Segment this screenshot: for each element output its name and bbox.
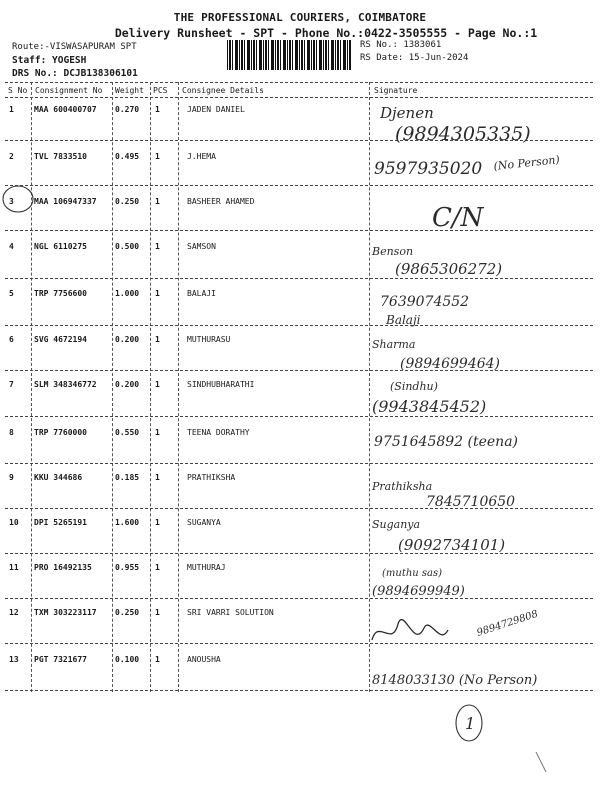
weight-cell: 0.200 — [115, 335, 140, 344]
consignment-cell: TRP 7760000 — [34, 428, 87, 437]
consignment-cell: TRP 7756600 — [34, 289, 87, 298]
consignee-cell: SRI VARRI SOLUTION — [187, 608, 274, 617]
pcs-cell: 1 — [155, 289, 160, 298]
consignee-cell: JADEN DANIEL — [187, 105, 245, 114]
staff-label: Staff: YOGESH — [12, 55, 87, 66]
pcs-cell: 1 — [155, 242, 160, 251]
consignee-cell: ANOUSHA — [187, 655, 221, 664]
stray-pen-mark — [536, 752, 546, 772]
pcs-cell: 1 — [155, 335, 160, 344]
scribbled-signature — [372, 620, 448, 640]
sno-cell: 5 — [9, 289, 14, 298]
rs-date: RS Date: 15-Jun-2024 — [360, 53, 469, 63]
pcs-cell: 1 — [155, 473, 160, 482]
consignee-cell: SUGANYA — [187, 518, 221, 527]
pcs-cell: 1 — [155, 197, 160, 206]
handwritten-name: Suganya — [372, 518, 421, 531]
handwritten-phone: 7639074552 — [380, 294, 470, 310]
weight-cell: 0.100 — [115, 655, 140, 664]
consignment-cell: MAA 106947337 — [34, 197, 97, 206]
weight-cell: 1.600 — [115, 518, 140, 527]
consignee-cell: SAMSON — [187, 242, 216, 251]
weight-cell: 0.200 — [115, 380, 140, 389]
col-header-sno: S No — [8, 86, 28, 95]
sno-cell: 9 — [9, 473, 14, 482]
handwritten-note: C/N — [432, 203, 484, 233]
weight-cell: 0.495 — [115, 152, 140, 161]
consignment-cell: TVL 7833510 — [34, 152, 87, 161]
weight-cell: 0.500 — [115, 242, 140, 251]
handwritten-phone: (9894699949) — [372, 584, 465, 599]
weight-cell: 0.955 — [115, 563, 140, 572]
weight-cell: 0.270 — [115, 105, 140, 114]
handwritten-phone: 8148033130 (No Person) — [372, 673, 538, 688]
consignment-cell: TXM 303223117 — [34, 608, 97, 617]
page-count-handwritten: 1 — [465, 714, 476, 733]
sno-cell: 13 — [9, 655, 19, 664]
consignment-cell: SVG 4672194 — [34, 335, 87, 344]
sno-cell: 10 — [9, 518, 19, 527]
sno-cell: 4 — [9, 242, 14, 251]
sno-cell: 7 — [9, 380, 14, 389]
consignee-cell: PRATHIKSHA — [187, 473, 236, 482]
weight-cell: 1.000 — [115, 289, 140, 298]
pcs-cell: 1 — [155, 655, 160, 664]
sno-cell: 6 — [9, 335, 14, 344]
consignment-cell: DPI 5265191 — [34, 518, 87, 527]
pcs-cell: 1 — [155, 518, 160, 527]
drs-number: DRS No.: DCJB138306101 — [12, 68, 138, 79]
sno-cell: 1 — [9, 105, 14, 114]
consignment-cell: NGL 6110275 — [34, 242, 87, 251]
sno-cell: 11 — [9, 563, 19, 572]
handwritten-name: (muthu sas) — [382, 568, 443, 579]
handwritten-phone: (9865306272) — [395, 260, 503, 278]
handwritten-phone: 7845710650 — [426, 494, 516, 510]
col-header-signature: Signature — [374, 86, 418, 95]
weight-cell: 0.185 — [115, 473, 140, 482]
consignee-cell: TEENA DORATHY — [187, 428, 250, 437]
handwritten-phone: (9894305335) — [395, 123, 531, 145]
rs-number: RS No.: 1383061 — [360, 40, 442, 50]
pcs-cell: 1 — [155, 428, 160, 437]
weight-cell: 0.550 — [115, 428, 140, 437]
pcs-cell: 1 — [155, 105, 160, 114]
col-header-consignee: Consignee Details — [182, 86, 264, 95]
consignee-cell: BALAJI — [187, 289, 216, 298]
pcs-cell: 1 — [155, 608, 160, 617]
weight-cell: 0.250 — [115, 197, 140, 206]
consignee-cell: SINDHUBHARATHI — [187, 380, 255, 389]
handwritten-name: Balaji — [386, 313, 421, 327]
handwritten-phone: (9894699464) — [400, 356, 500, 372]
sno-cell: 12 — [9, 608, 19, 617]
col-header-weight: Weight — [115, 86, 144, 95]
handwritten-name: Sharma — [372, 338, 416, 351]
consignment-cell: MAA 600400707 — [34, 105, 97, 114]
sno-cell: 2 — [9, 152, 14, 161]
handwritten-phone: (9943845452) — [372, 397, 487, 416]
pcs-cell: 1 — [155, 380, 160, 389]
consignment-cell: PGT 7321677 — [34, 655, 87, 664]
consignment-cell: KKU 344686 — [34, 473, 83, 482]
company-name: THE PROFESSIONAL COURIERS, COIMBATORE — [173, 11, 427, 24]
col-header-consignment: Consignment No — [35, 86, 103, 95]
route-label: Route:-VISWASAPURAM SPT — [12, 42, 137, 52]
consignment-cell: PRO 16492135 — [34, 563, 92, 572]
sno-cell: 3 — [9, 197, 14, 206]
handwritten-name: Benson — [372, 245, 414, 258]
pcs-cell: 1 — [155, 152, 160, 161]
handwritten-phone: 9751645892 (teena) — [374, 434, 519, 450]
consignee-cell: MUTHURASU — [187, 335, 231, 344]
handwritten-phone: (9092734101) — [398, 536, 506, 554]
runsheet-title: Delivery Runsheet - SPT - Phone No.:0422-3505555 - Page No.:1 — [114, 26, 538, 40]
pen-circle-mark — [3, 186, 33, 212]
consignee-cell: J.HEMA — [187, 152, 216, 161]
consignment-cell: SLM 348346772 — [34, 380, 97, 389]
consignee-cell: MUTHURAJ — [187, 563, 226, 572]
col-header-pcs: PCS — [153, 86, 168, 95]
handwritten-name: (Sindhu) — [390, 380, 438, 393]
pcs-cell: 1 — [155, 563, 160, 572]
handwritten-phone: 9597935020 — [374, 159, 483, 179]
handwritten-name: Djenen — [380, 104, 434, 122]
handwritten-phone: 9894729808 — [475, 608, 540, 639]
weight-cell: 0.250 — [115, 608, 140, 617]
handwritten-name: Prathiksha — [372, 480, 433, 493]
sno-cell: 8 — [9, 428, 14, 437]
handwritten-note: (No Person) — [492, 153, 561, 173]
consignee-cell: BASHEER AHAMED — [187, 197, 255, 206]
